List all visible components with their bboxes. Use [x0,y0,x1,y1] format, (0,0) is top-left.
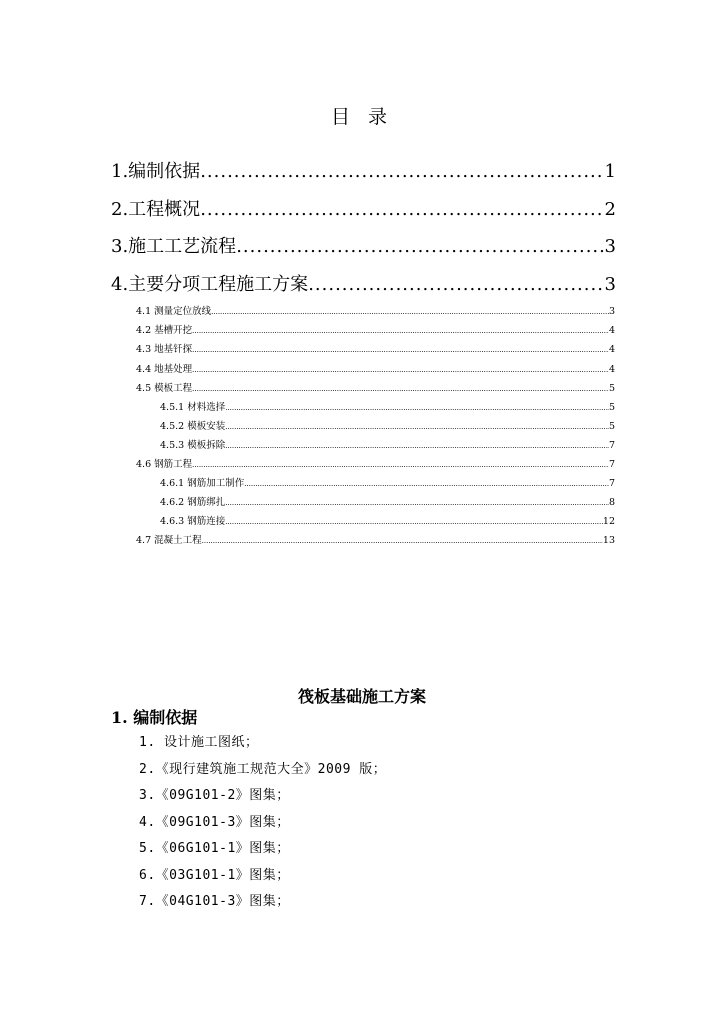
toc-entry-label: 1.编制依据 [111,161,201,182]
toc-subentry[interactable] [136,304,615,320]
toc-subentry[interactable] [160,419,615,435]
list-item: 1. 设计施工图纸； [139,735,259,750]
toc-subentry-label: 4.5 模板工程 [136,383,193,394]
toc-subentry-label: 4.5.3 模板拆除 [160,440,226,451]
toc-leader [200,158,604,186]
toc-subentry-page: 4 [608,325,615,336]
toc-leader [225,400,609,416]
toc-leader [225,438,609,454]
toc-subentry[interactable] [136,533,615,549]
toc-entry-label: 4.主要分项工程施工方案 [111,274,309,295]
document-title: 筏板基础施工方案 [297,687,426,706]
toc-leader [236,233,604,261]
toc-leader [192,362,609,378]
toc-leader [308,271,604,299]
toc-leader [244,476,609,492]
toc-subentry-page: 8 [608,497,615,508]
toc-leader [225,495,609,511]
toc-leader [192,381,609,397]
toc-leader [202,533,603,549]
toc-subentry-page: 5 [608,421,615,432]
toc-title: 目 录 [330,106,394,128]
toc-subentry-page: 7 [608,478,615,489]
toc-subentry-page: 5 [608,383,615,394]
toc-leader [225,419,609,435]
toc-subentry-page: 4 [608,364,615,375]
toc-subentry-page: 5 [608,402,615,413]
toc-subentry[interactable] [136,362,615,378]
list-item: 7.《04G101-3》图集； [139,894,290,909]
toc-subentry-label: 4.5.2 模板安装 [160,421,226,432]
toc-subentry[interactable] [160,514,615,530]
toc-entry-page: 3 [604,274,616,295]
toc-entry-label: 2.工程概况 [111,199,201,220]
toc-entry-page: 3 [604,236,616,257]
toc-subentry-page: 7 [608,440,615,451]
toc-subentry[interactable] [136,381,615,397]
toc-subentry-page: 7 [608,459,615,470]
toc-subentry-page: 13 [602,535,615,546]
list-item: 3.《09G101-2》图集； [139,788,290,803]
toc-subentry-label: 4.6.3 钢筋连接 [160,516,226,527]
toc-subentry[interactable] [136,457,615,473]
toc-subentry-page: 12 [602,516,615,527]
toc-entry[interactable] [111,158,616,186]
list-item: 6.《03G101-1》图集； [139,867,290,883]
toc-entry-page: 1 [604,161,616,182]
toc-subentry[interactable] [160,495,615,511]
toc-leader [192,457,609,473]
toc-subentry-label: 4.6.2 钢筋绑扎 [160,497,226,508]
toc-leader [192,342,609,358]
basis-list [139,730,386,916]
toc-subentry-page: 3 [608,306,615,317]
toc-subentry-page: 4 [608,344,615,355]
toc-subentry-label: 4.1 测量定位放线 [136,306,212,317]
toc-leader [211,304,609,320]
toc-entry[interactable] [111,196,616,224]
list-item: 5.《06G101-1》图集； [139,841,290,856]
toc-subentry[interactable] [160,400,615,416]
toc-subentry-label: 4.6 钢筋工程 [136,459,193,470]
toc-subentry[interactable] [160,476,615,492]
toc-subentry[interactable] [136,342,615,358]
toc-subentry-label: 4.3 地基钎探 [136,344,193,355]
toc-entry[interactable] [111,233,616,261]
toc-subentry[interactable] [160,438,615,454]
toc-leader [192,323,609,339]
toc-subentry-label: 4.2 基槽开挖 [136,325,193,336]
toc-subentry-label: 4.6.1 钢筋加工制作 [160,478,245,489]
toc-subentry-label: 4.5.1 材料选择 [160,402,226,413]
toc-subentry-label: 4.4 地基处理 [136,364,193,375]
toc-subentry[interactable] [136,323,615,339]
toc-subentry-label: 4.7 混凝土工程 [136,535,202,546]
toc-entry[interactable] [111,271,616,299]
toc-entry-page: 2 [604,199,616,220]
section-heading: 1. 编制依据 [111,708,198,727]
list-item: 4.《09G101-3》图集； [139,814,290,830]
toc-entry-label: 3.施工工艺流程 [111,236,237,257]
toc-leader [200,196,604,224]
list-item: 2.《现行建筑施工规范大全》2009 版； [139,761,387,777]
toc-leader [225,514,603,530]
